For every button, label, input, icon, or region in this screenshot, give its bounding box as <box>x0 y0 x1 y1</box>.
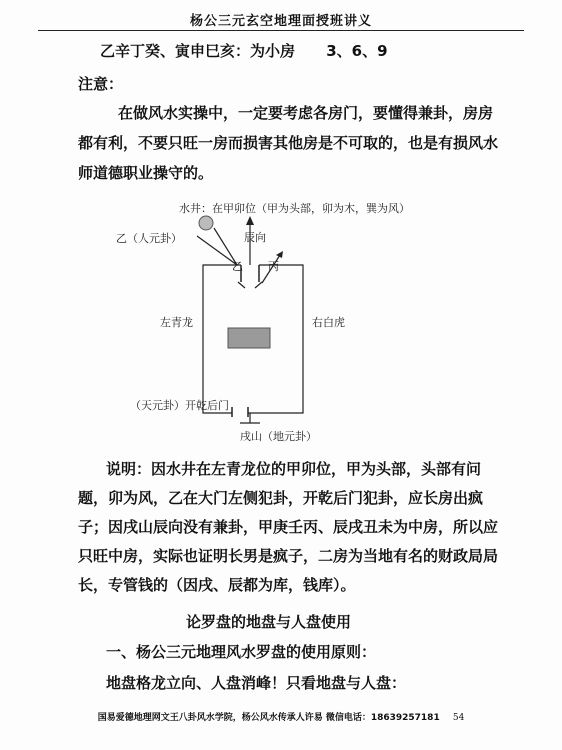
back-door-label: （天元卦）开乾后门 <box>130 399 229 412</box>
left-qinglong-label: 左青龙 <box>160 316 193 329</box>
footer-text: 国易爱德地理网文王八卦风水学院，杨公风水传承人许易 微信电话：18639257181 <box>97 713 440 723</box>
chen-xiang-label: 辰向 <box>244 231 266 244</box>
note-paragraph: 在做风水实操中，一定要考虑各房门，要懂得兼卦，房房都有利，不要只旺一房而损害其他房是不可取的，也是有损风水师道德职业操守的。 <box>78 104 499 182</box>
right-baihu-label: 右白虎 <box>312 316 345 329</box>
small-rooms-numbers: 3、6、9 <box>326 42 388 60</box>
well-label: 水井：在甲卯位（甲为头部，卯为木，巽为风） <box>179 202 410 215</box>
heading-one: 一、杨公三元地理风水罗盘的使用原则： <box>106 643 377 661</box>
principle-line: 地盘格龙立向、人盘消峰！只看地盘与人盘： <box>106 674 407 692</box>
well-icon <box>199 216 213 230</box>
door-right-leaf <box>255 282 262 288</box>
note-title: 注意： <box>78 75 124 93</box>
section-title: 论罗盘的地盘与人盘使用 <box>186 613 352 631</box>
page-footer <box>0 710 562 723</box>
header-rule <box>38 30 524 31</box>
bing-arrow-head <box>276 251 283 258</box>
page-number: 54 <box>452 713 465 723</box>
direction-arrow-head <box>246 216 254 225</box>
bing-char: 丙 <box>268 260 279 273</box>
explanation-paragraph: 说明：因水井在左青龙位的甲卯位，甲为头部，头部有问题，卯为风，乙在大门左侧犯卦，开乾后门犯卦，应长房出疯子；因戌山辰向没有兼卦，甲庚壬丙、辰戌丑未为中房，所以应只旺中房，实际也证明长男是疯子，二房为当地有名的财政局局长，专管钱的（因戌、辰都为库，钱库）。 <box>78 460 499 594</box>
yi-ren-label: 乙（人元卦） <box>116 232 182 245</box>
door-left-leaf <box>238 282 245 288</box>
yi-char: 乙 <box>232 260 243 273</box>
house-diagram <box>100 195 450 450</box>
page-header: 杨公三元玄空地理面授班讲义 <box>189 14 372 29</box>
yi-line <box>197 236 237 265</box>
wu-shan-label: 戌山（地元卦） <box>240 430 317 443</box>
center-block <box>228 328 270 348</box>
small-rooms-line <box>100 40 388 61</box>
small-rooms-text: 乙辛丁癸、寅申巳亥：为小房 <box>100 42 296 60</box>
